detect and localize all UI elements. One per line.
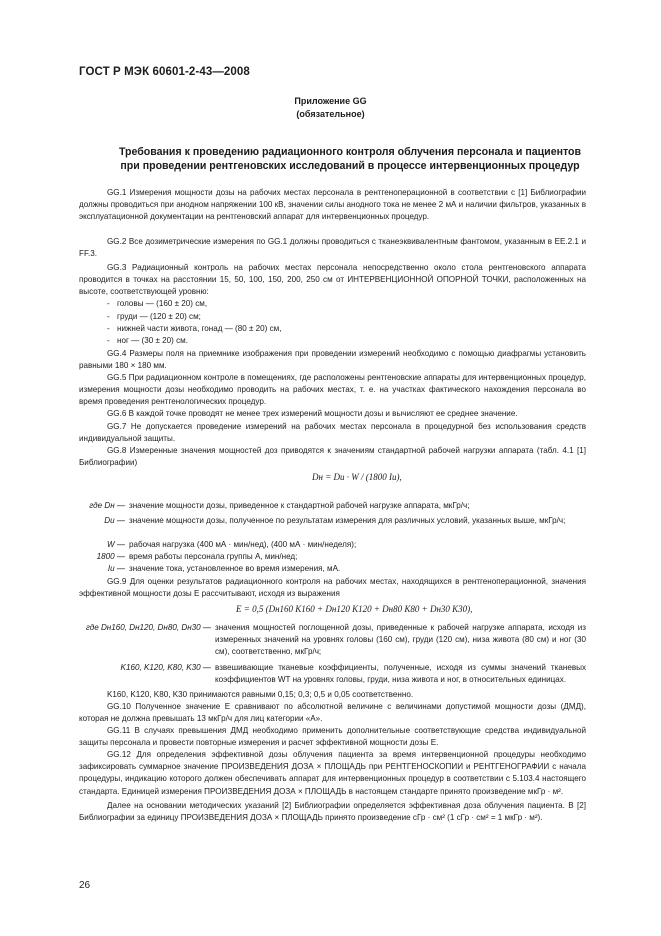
paragraph-gg7: GG.7 Не допускается проведение измерений на рабочих местах персонала в процедурной без использования средств индивидуальной защиты. bbox=[79, 422, 586, 444]
paragraph-gg3: GG.3 Радиационный контроль на рабочих местах персонала непосредственно около стола рентгеновского аппарата проводится в точках на расстоянии 15, 50, 100, 150, 200, 250 см от ИНТЕРВЕНЦИОННОЙ ОПОРНОЙ ТОЧКИ, расположенных на высоте, соответствующей уровню: bbox=[79, 263, 586, 297]
formula-dose-rate: Dн = Dи · W / (1800 Iи), bbox=[312, 472, 402, 482]
paragraph-gg5: GG.5 При радиационном контроле в помещениях, где расположены рентгеновские аппараты для интервенционных процедур, измерения мощности дозы необходимо проводить на рабочих местах, т. е. на участках фактического нахождения персонала во время проведения рентгенологических процедур. bbox=[79, 373, 586, 407]
page-number: 26 bbox=[79, 880, 91, 891]
paragraph-gg9: GG.9 Для оценки результатов радиационного контроля на рабочих местах, находящихся в рентгеноперационной, значения эффективной мощности дозы E рассчитывают, исходя из выражения bbox=[79, 577, 586, 599]
paragraph-gg12-continued: Далее на основании методических указаний [2] Библиографии определяется эффективная доза облучения пациента. В [2] Библиографии за единицу ПРОИЗВЕДЕНИЯ ДОЗА × ПЛОЩАДЬ принято произведение сГр · см² (1 сГр · см² = 1 мкГр · м²). bbox=[79, 801, 586, 823]
formula-effective-dose: E = 0,5 (Dн160 K160 + Dн120 K120 + Dн80 K80 + Dн30 K30), bbox=[236, 604, 473, 614]
paragraph-gg9-coefficients: K160, K120, K80, K30 принимаются равными 0,15; 0,3; 0,5 и 0,05 соответственно. bbox=[107, 690, 414, 699]
paragraph-gg8: GG.8 Измеренные значения мощностей доз приводятся к значениям стандартной рабочей нагрузки аппарата (табл. 4.1 [1] Библиографии) bbox=[79, 446, 586, 468]
section-title-line-2: при проведении рентгеновских исследований в процессе интервенционных процедур bbox=[120, 160, 580, 172]
appendix-subtitle: (обязательное) bbox=[296, 109, 365, 119]
paragraph-gg4: GG.4 Размеры поля на приемнике изображения при проведении измерений необходимо с помощью диафрагмы установить равными 180 × 180 мм. bbox=[79, 349, 586, 371]
paragraph-gg10: GG.10 Полученное значение E сравнивают по абсолютной величине с величинами допустимой мощности дозы (ДМД), которая не должна превышать 13 мкГр/ч для лиц категории «А». bbox=[79, 702, 586, 724]
paragraph-gg12: GG.12 Для определения эффективной дозы облучения пациента за время интервенционной процедуры необходимо зафиксировать суммарное значение ПРОИЗВЕДЕНИЯ ДОЗА × ПЛОЩАДЬ при РЕНТГЕНОСКОПИИ и РЕНТГЕНОГРАФИИ с начала процедуры, индикацию которого должен обеспечивать аппарат для интервенционных процедур в соответствии с 5.103.4 настоящего стандарта. Единицей измерения ПРОИЗВЕДЕНИЯ ДОЗА × ПЛОЩАДЬ в настоящем стандарте принято произведение мкГр · м². bbox=[79, 750, 586, 796]
section-title-line-1: Требования к проведению радиационного контроля облучения персонала и пациентов bbox=[118, 146, 582, 158]
paragraph-gg1: GG.1 Измерения мощности дозы на рабочих местах персонала в рентгеноперационной в соответствии с [1] Библиографии должны проводиться при анодном напряжении 100 кВ, значении силы анодного тока не менее 2 мА и наличии фильтров, указанных в эксплуатационной документации на рентгеновский аппарат для интервенционных процедур. bbox=[79, 188, 586, 222]
document-header: ГОСТ Р МЭК 60601-2-43—2008 bbox=[79, 66, 250, 78]
paragraph-gg6: GG.6 В каждой точке проводят не менее трех измерений мощности дозы и вычисляют ее среднее значение. bbox=[107, 409, 518, 418]
paragraph-gg2: GG.2 Все дозиметрические измерения по GG.1 должны проводиться с тканеэквивалентным фантомом, указанным в ЕЕ.2.1 и FF.3. bbox=[79, 237, 586, 259]
paragraph-gg11: GG.11 В случаях превышения ДМД необходимо применить дополнительные соответствующие средства индивидуальной защиты персонала и провести повторные измерения и расчет эффективной мощности дозы E. bbox=[79, 726, 586, 748]
appendix-title: Приложение GG bbox=[294, 96, 367, 106]
